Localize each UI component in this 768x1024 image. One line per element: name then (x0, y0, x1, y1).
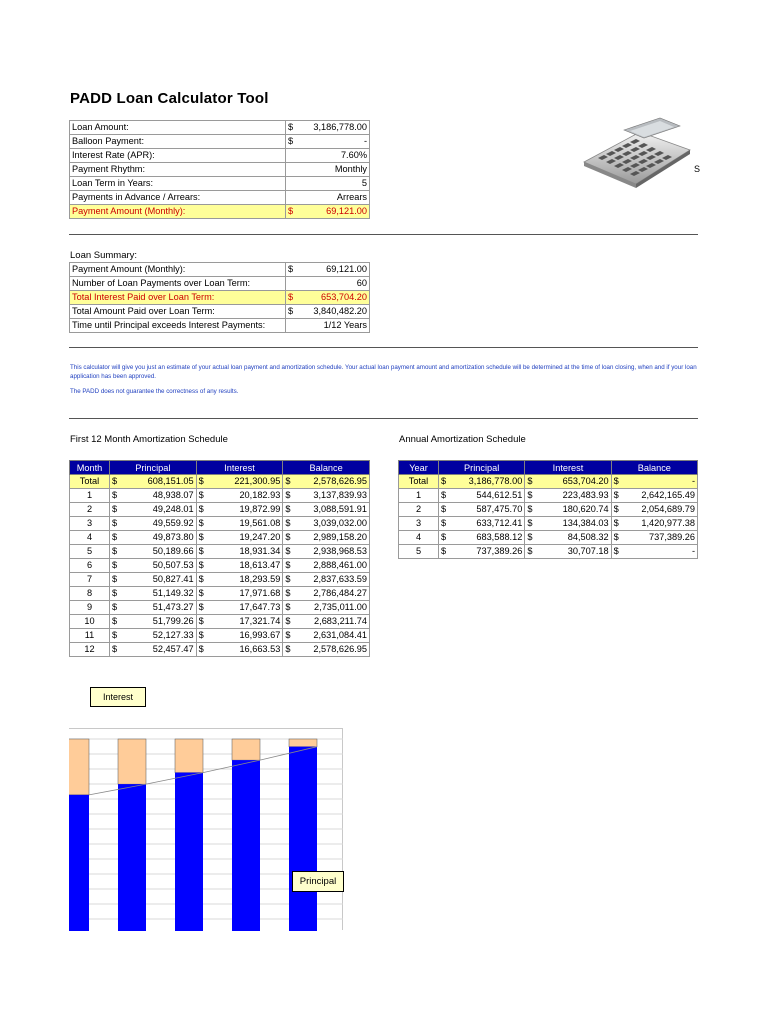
currency-symbol: $ (525, 545, 535, 559)
currency-symbol (286, 163, 300, 177)
table-row (70, 629, 370, 643)
currency-symbol: $ (611, 475, 621, 489)
currency-symbol: $ (283, 503, 293, 517)
currency-symbol: $ (611, 517, 621, 531)
table-row (399, 489, 698, 503)
currency-symbol: $ (110, 587, 120, 601)
interest-cell: 18,931.34 (206, 545, 283, 559)
currency-symbol: $ (196, 517, 206, 531)
principal-cell: 683,588.12 (449, 531, 525, 545)
currency-symbol (286, 319, 300, 333)
currency-symbol: $ (110, 517, 120, 531)
annual-amortization-table (398, 460, 698, 559)
divider (69, 347, 698, 348)
principal-cell: 737,389.26 (449, 545, 525, 559)
principal-cell: 51,149.32 (120, 587, 197, 601)
principal-cell: 50,507.53 (120, 559, 197, 573)
table-row (70, 503, 370, 517)
interest-cell: 17,321.74 (206, 615, 283, 629)
principal-cell: 544,612.51 (449, 489, 525, 503)
input-row (70, 149, 370, 163)
balance-cell: - (621, 475, 697, 489)
balance-cell: 2,578,626.95 (293, 643, 370, 657)
currency-symbol: $ (283, 573, 293, 587)
interest-cell: 84,508.32 (535, 531, 611, 545)
interest-bar-3 (175, 739, 203, 773)
balance-cell: 2,888,461.00 (293, 559, 370, 573)
interest-cell: 19,561.08 (206, 517, 283, 531)
field-label: Loan Amount: (70, 121, 286, 135)
interest-cell: 180,620.74 (535, 503, 611, 517)
period-cell: 1 (399, 489, 439, 503)
table-row (70, 517, 370, 531)
interest-bar-1 (69, 739, 89, 795)
field-value: Arrears (300, 191, 370, 205)
input-row (70, 121, 370, 135)
input-row (70, 163, 370, 177)
interest-cell: 19,872.99 (206, 503, 283, 517)
currency-symbol: $ (286, 291, 300, 305)
interest-cell: 221,300.95 (206, 475, 283, 489)
currency-symbol: $ (611, 531, 621, 545)
balance-cell: 2,735,011.00 (293, 601, 370, 615)
disclaimer-note: The PADD does not guarantee the correctness of any results. (70, 388, 239, 395)
currency-symbol: $ (196, 489, 206, 503)
currency-symbol: $ (525, 517, 535, 531)
field-value: 653,704.20 (300, 291, 370, 305)
input-row (70, 205, 370, 219)
currency-symbol (286, 177, 300, 191)
currency-symbol: $ (286, 135, 300, 149)
principal-cell: 633,712.41 (449, 517, 525, 531)
field-value: 1/12 Years (300, 319, 370, 333)
currency-symbol: $ (283, 615, 293, 629)
currency-symbol (286, 149, 300, 163)
principal-bar-4 (232, 760, 260, 931)
currency-symbol: $ (196, 629, 206, 643)
table-row (70, 615, 370, 629)
principal-cell: 50,827.41 (120, 573, 197, 587)
field-value: 7.60% (300, 149, 370, 163)
field-label: Payments in Advance / Arrears: (70, 191, 286, 205)
currency-symbol: $ (283, 601, 293, 615)
field-label: Total Interest Paid over Loan Term: (70, 291, 286, 305)
field-label: Payment Amount (Monthly): (70, 205, 286, 219)
period-cell: 3 (399, 517, 439, 531)
currency-symbol: $ (283, 475, 293, 489)
currency-symbol: $ (525, 531, 535, 545)
interest-cell: 18,293.59 (206, 573, 283, 587)
currency-symbol: $ (196, 601, 206, 615)
divider (69, 418, 698, 419)
interest-cell: 16,993.67 (206, 629, 283, 643)
table-row (399, 503, 698, 517)
currency-symbol: $ (283, 643, 293, 657)
currency-symbol (286, 277, 300, 291)
interest-bar-5 (289, 739, 317, 747)
monthly-amortization-table (69, 460, 370, 657)
period-cell: 5 (70, 545, 110, 559)
currency-symbol: $ (525, 489, 535, 503)
balance-cell: 2,578,626.95 (293, 475, 370, 489)
balance-cell: 2,938,968.53 (293, 545, 370, 559)
interest-cell: 17,647.73 (206, 601, 283, 615)
currency-symbol: $ (196, 503, 206, 517)
period-cell: 11 (70, 629, 110, 643)
balance-cell: 2,989,158.20 (293, 531, 370, 545)
field-label: Payment Amount (Monthly): (70, 263, 286, 277)
interest-cell: 18,613.47 (206, 559, 283, 573)
currency-symbol: $ (525, 503, 535, 517)
table-row (70, 545, 370, 559)
interest-cell: 134,384.03 (535, 517, 611, 531)
principal-cell: 48,938.07 (120, 489, 197, 503)
loan-summary-table (69, 262, 370, 333)
period-cell: 1 (70, 489, 110, 503)
currency-symbol: $ (110, 503, 120, 517)
column-header: Year (399, 461, 439, 475)
currency-symbol: $ (110, 531, 120, 545)
interest-cell: 653,704.20 (535, 475, 611, 489)
field-label: Loan Term in Years: (70, 177, 286, 191)
currency-symbol: $ (196, 615, 206, 629)
field-label: Total Amount Paid over Loan Term: (70, 305, 286, 319)
period-cell: 5 (399, 545, 439, 559)
period-cell: 2 (70, 503, 110, 517)
table-row (70, 601, 370, 615)
currency-symbol: $ (110, 573, 120, 587)
currency-symbol: $ (283, 559, 293, 573)
currency-symbol: $ (439, 503, 449, 517)
currency-symbol: $ (439, 489, 449, 503)
period-cell: 3 (70, 517, 110, 531)
column-header: Principal (439, 461, 525, 475)
interest-bar-4 (232, 739, 260, 760)
table-row (399, 517, 698, 531)
currency-symbol: $ (196, 475, 206, 489)
currency-symbol: $ (110, 559, 120, 573)
column-header: Interest (525, 461, 611, 475)
monthly-schedule-title: First 12 Month Amortization Schedule (70, 434, 228, 445)
currency-symbol: $ (283, 489, 293, 503)
currency-symbol: $ (611, 489, 621, 503)
chart-plot (69, 729, 343, 931)
balance-cell: 3,039,032.00 (293, 517, 370, 531)
field-label: Interest Rate (APR): (70, 149, 286, 163)
currency-symbol: $ (196, 643, 206, 657)
interest-cell: 19,247.20 (206, 531, 283, 545)
currency-symbol: $ (110, 629, 120, 643)
currency-symbol: $ (286, 205, 300, 219)
period-cell: 8 (70, 587, 110, 601)
balance-cell: 2,054,689.79 (621, 503, 697, 517)
currency-symbol: $ (196, 559, 206, 573)
period-cell: Total (399, 475, 439, 489)
input-row (70, 191, 370, 205)
field-value: 69,121.00 (300, 263, 370, 277)
field-value: 3,186,778.00 (300, 121, 370, 135)
interest-cell: 30,707.18 (535, 545, 611, 559)
period-cell: Total (70, 475, 110, 489)
interest-cell: 16,663.53 (206, 643, 283, 657)
chart-label-principal: Principal (292, 871, 344, 892)
field-label: Payment Rhythm: (70, 163, 286, 177)
currency-symbol: $ (439, 545, 449, 559)
table-row (70, 573, 370, 587)
principal-cell: 51,799.26 (120, 615, 197, 629)
table-row (399, 531, 698, 545)
currency-symbol: $ (283, 517, 293, 531)
currency-symbol: $ (525, 475, 535, 489)
field-value: - (300, 135, 370, 149)
field-label: Balloon Payment: (70, 135, 286, 149)
column-header: Balance (283, 461, 370, 475)
table-row (70, 489, 370, 503)
field-label: Time until Principal exceeds Interest Payments: (70, 319, 286, 333)
field-value: 5 (300, 177, 370, 191)
period-cell: 9 (70, 601, 110, 615)
annual-schedule-title: Annual Amortization Schedule (399, 434, 526, 445)
currency-symbol: $ (196, 573, 206, 587)
principal-cell: 52,457.47 (120, 643, 197, 657)
currency-symbol: $ (286, 121, 300, 135)
input-row (70, 177, 370, 191)
interest-cell: 20,182.93 (206, 489, 283, 503)
table-row (70, 559, 370, 573)
principal-cell: 50,189.66 (120, 545, 197, 559)
currency-symbol: $ (283, 545, 293, 559)
field-value: 3,840,482.20 (300, 305, 370, 319)
field-value: 69,121.00 (300, 205, 370, 219)
period-cell: 4 (70, 531, 110, 545)
currency-symbol: $ (439, 517, 449, 531)
summary-row (70, 291, 370, 305)
principal-cell: 587,475.70 (449, 503, 525, 517)
principal-cell: 51,473.27 (120, 601, 197, 615)
currency-symbol: $ (110, 545, 120, 559)
currency-symbol: $ (196, 531, 206, 545)
currency-symbol: $ (110, 489, 120, 503)
field-label: Number of Loan Payments over Loan Term: (70, 277, 286, 291)
principal-bar-2 (118, 784, 146, 931)
disclaimer-text: This calculator will give you just an estimate of your actual loan payment and amortization schedule. Your actual loan payment amount and amortization schedule will be determined at the time of loan closing, when and if your loan application has been approved. (70, 364, 697, 380)
principal-bar-3 (175, 773, 203, 931)
table-row (70, 643, 370, 657)
currency-symbol: $ (110, 601, 120, 615)
currency-symbol: $ (110, 643, 120, 657)
period-cell: 12 (70, 643, 110, 657)
column-header: Interest (196, 461, 283, 475)
interest-cell: 17,971.68 (206, 587, 283, 601)
principal-cell: 49,559.92 (120, 517, 197, 531)
total-row (399, 475, 698, 489)
principal-cell: 3,186,778.00 (449, 475, 525, 489)
period-cell: 10 (70, 615, 110, 629)
currency-symbol: $ (196, 545, 206, 559)
currency-symbol: $ (611, 545, 621, 559)
amortization-chart (69, 728, 343, 930)
balance-cell: 2,683,211.74 (293, 615, 370, 629)
table-row (70, 587, 370, 601)
currency-symbol: $ (611, 503, 621, 517)
period-cell: 4 (399, 531, 439, 545)
column-header: Balance (611, 461, 697, 475)
principal-cell: 49,873.80 (120, 531, 197, 545)
currency-symbol (286, 191, 300, 205)
currency-symbol: $ (110, 615, 120, 629)
balance-cell: 2,786,484.27 (293, 587, 370, 601)
divider (69, 234, 698, 235)
chart-legend-interest: Interest (90, 687, 146, 707)
principal-bar-5 (289, 747, 317, 931)
table-row (70, 531, 370, 545)
balance-cell: 737,389.26 (621, 531, 697, 545)
period-cell: 2 (399, 503, 439, 517)
total-row (70, 475, 370, 489)
currency-symbol: $ (439, 531, 449, 545)
currency-symbol: $ (439, 475, 449, 489)
balance-cell: 2,631,084.41 (293, 629, 370, 643)
loan-inputs-table (69, 120, 370, 219)
currency-symbol: $ (283, 531, 293, 545)
field-value: 60 (300, 277, 370, 291)
interest-cell: 223,483.93 (535, 489, 611, 503)
currency-symbol: $ (283, 629, 293, 643)
field-value: Monthly (300, 163, 370, 177)
table-row (399, 545, 698, 559)
balance-cell: 2,642,165.49 (621, 489, 697, 503)
balance-cell: - (621, 545, 697, 559)
clipped-side-text: S (694, 164, 701, 174)
period-cell: 6 (70, 559, 110, 573)
calculator-image (580, 112, 692, 188)
principal-cell: 52,127.33 (120, 629, 197, 643)
loan-summary-title: Loan Summary: (70, 250, 138, 261)
currency-symbol: $ (286, 263, 300, 277)
interest-bar-2 (118, 739, 146, 784)
principal-bar-1 (69, 795, 89, 931)
balance-cell: 2,837,633.59 (293, 573, 370, 587)
summary-row (70, 277, 370, 291)
principal-cell: 608,151.05 (120, 475, 197, 489)
balance-cell: 3,088,591.91 (293, 503, 370, 517)
page-title: PADD Loan Calculator Tool (70, 90, 269, 107)
currency-symbol: $ (283, 587, 293, 601)
currency-symbol: $ (196, 587, 206, 601)
currency-symbol: $ (286, 305, 300, 319)
period-cell: 7 (70, 573, 110, 587)
balance-cell: 1,420,977.38 (621, 517, 697, 531)
principal-cell: 49,248.01 (120, 503, 197, 517)
summary-row (70, 263, 370, 277)
summary-row (70, 319, 370, 333)
balance-cell: 3,137,839.93 (293, 489, 370, 503)
column-header: Month (70, 461, 110, 475)
column-header: Principal (110, 461, 197, 475)
summary-row (70, 305, 370, 319)
currency-symbol: $ (110, 475, 120, 489)
input-row (70, 135, 370, 149)
